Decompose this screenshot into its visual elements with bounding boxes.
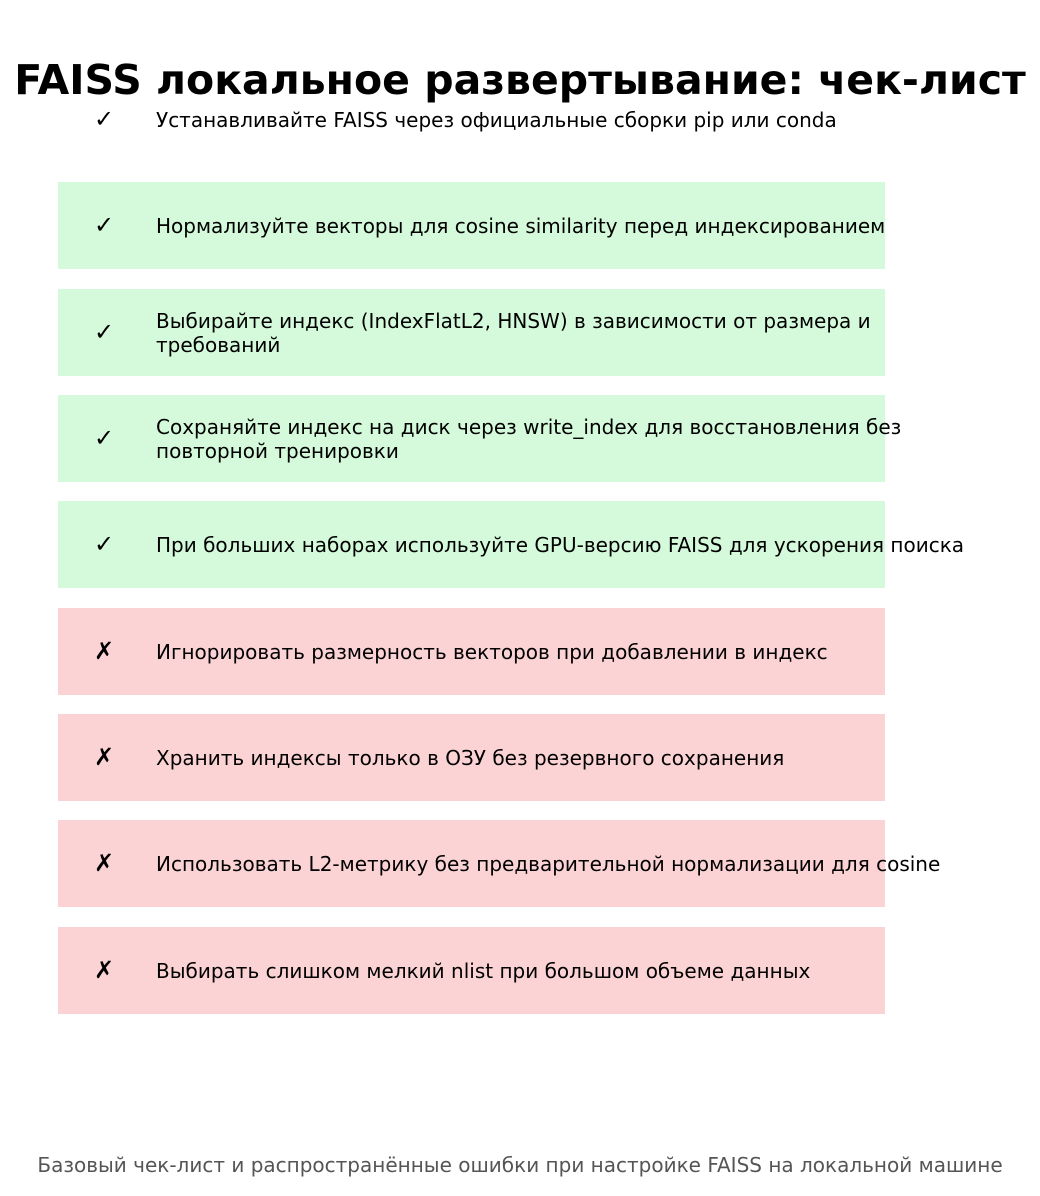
checklist-item-text: При больших наборах используйте GPU-версию FAISS для ускорения поиска (156, 532, 965, 557)
cross-mark-icon: ✗ (93, 637, 115, 665)
checklist-item-text: Использовать L2-метрику без предварительной нормализации для cosine (156, 851, 941, 876)
checklist-item-text: Хранить индексы только в ОЗУ без резервного сохранения (156, 745, 785, 770)
cross-mark-icon: ✗ (93, 849, 115, 877)
check-mark-icon: ✓ (93, 318, 115, 346)
cross-mark-icon: ✗ (93, 956, 115, 984)
checklist-item-text: Устанавливайте FAISS через официальные сборки pip или conda (156, 107, 837, 132)
checklist-item-text: Выбирайте индекс (IndexFlatL2, HNSW) в зависимости от размера и требований (156, 308, 871, 357)
check-mark-icon: ✓ (93, 211, 115, 239)
checklist-item-text: Выбирать слишком мелкий nlist при большом объеме данных (156, 958, 811, 983)
checklist-item-text: Сохраняйте индекс на диск через write_index для восстановления без повторной тренировки (156, 414, 902, 463)
footer-caption: Базовый чек-лист и распространённые ошибки при настройке FAISS на локальной машине (37, 1153, 1003, 1177)
check-mark-icon: ✓ (93, 424, 115, 452)
checklist-item-text: Нормализуйте векторы для cosine similarity перед индексированием (156, 213, 886, 238)
page-title: FAISS локальное развертывание: чек-лист (14, 56, 1026, 104)
check-mark-icon: ✓ (93, 105, 115, 133)
check-mark-icon: ✓ (93, 530, 115, 558)
checklist-item-text: Игнорировать размерность векторов при добавлении в индекс (156, 639, 828, 664)
cross-mark-icon: ✗ (93, 743, 115, 771)
